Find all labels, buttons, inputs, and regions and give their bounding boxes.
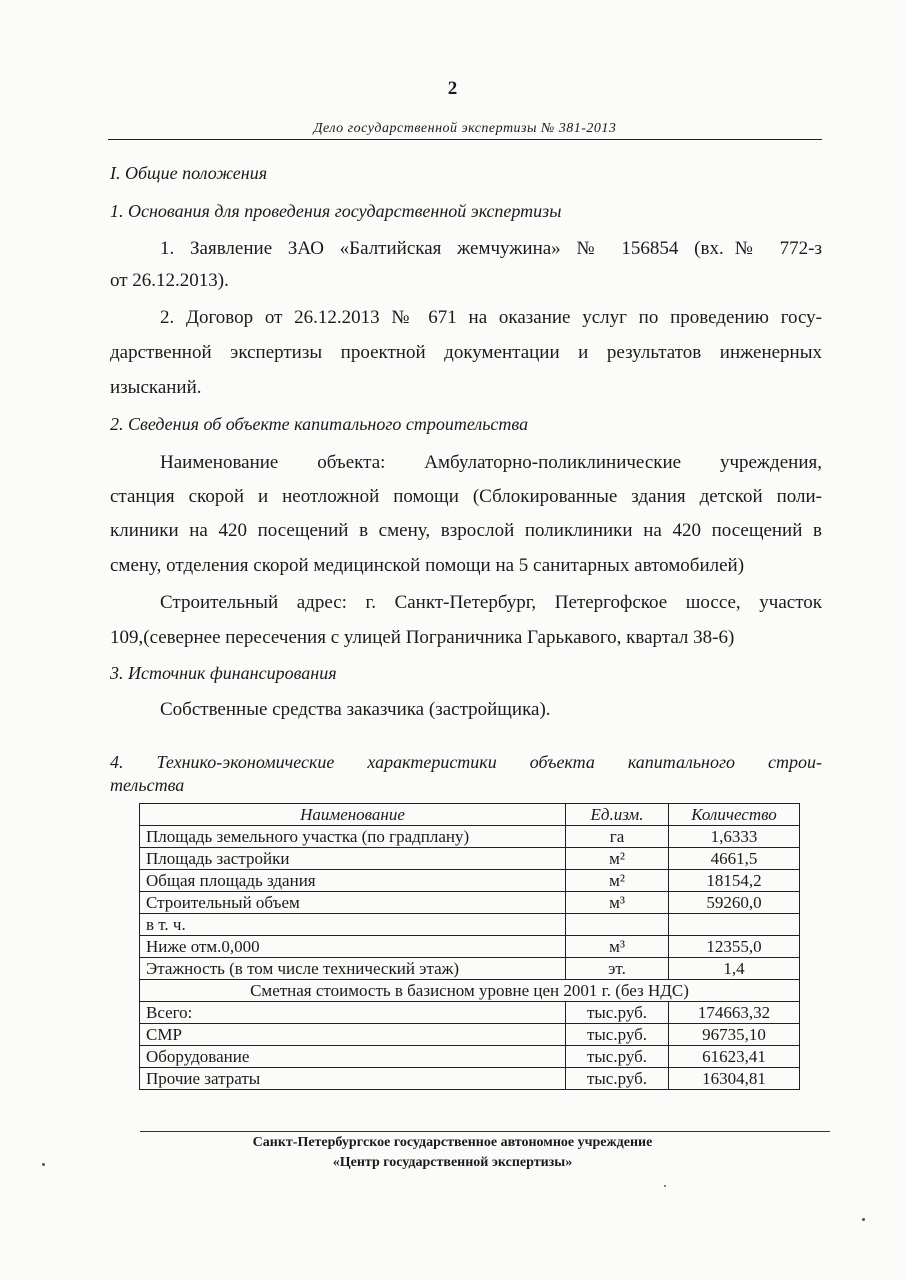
table-row — [140, 1046, 800, 1068]
table-row — [140, 848, 800, 870]
footer-org-line-2: «Центр государственной экспертизы» — [332, 1155, 573, 1170]
page-number: 2 — [447, 78, 458, 99]
cell-name: Площадь земельного участка (по градплану) — [140, 826, 566, 848]
paragraph-line: Собственные средства заказчика (застройщика). — [160, 699, 551, 720]
table-row — [140, 958, 800, 980]
cell-name: Площадь застройки — [140, 848, 566, 870]
scan-speck — [862, 1218, 865, 1221]
cell-value — [669, 914, 800, 936]
paragraph-line: изысканий. — [110, 377, 202, 398]
cell-name: Оборудование — [140, 1046, 566, 1068]
subsection-3-title: 3. Источник финансирования — [110, 663, 337, 683]
cell-unit: м² — [566, 870, 669, 892]
section-title: I. Общие положения — [110, 163, 268, 183]
table-row — [140, 870, 800, 892]
paragraph-line: станция скорой и неотложной помощи (Сблокированные здания детской поли- — [110, 486, 822, 507]
paragraph-line: Наименование объекта: Амбулаторно-поликлинические учреждения, — [160, 452, 822, 473]
cell-value: 16304,81 — [669, 1068, 800, 1090]
cell-unit: м³ — [566, 892, 669, 914]
cell-unit — [566, 914, 669, 936]
cell-value: 1,6333 — [669, 826, 800, 848]
paragraph-line: 2. Договор от 26.12.2013 № 671 на оказание услуг по проведению госу- — [160, 307, 822, 328]
paragraph-line: Строительный адрес: г. Санкт-Петербург, Петергофское шоссе, участок — [160, 592, 822, 613]
cost-header-row — [140, 980, 800, 1002]
tech-economic-table — [139, 803, 800, 1090]
cost-header: Сметная стоимость в базисном уровне цен 2001 г. (без НДС) — [140, 980, 800, 1002]
cell-name: Всего: — [140, 1002, 566, 1024]
cell-value: 1,4 — [669, 958, 800, 980]
subsection-4-title: 4. Технико-экономические характеристики объекта капитального строи- — [110, 752, 822, 772]
table-row — [140, 892, 800, 914]
table-header-row — [140, 804, 800, 826]
cell-name: Ниже отм.0,000 — [140, 936, 566, 958]
cell-unit: тыс.руб. — [566, 1046, 669, 1068]
col-header-quantity: Количество — [669, 804, 800, 826]
paragraph-line: клиники на 420 посещений в смену, взрослой поликлиники на 420 посещений в — [110, 520, 822, 541]
table-row — [140, 936, 800, 958]
table-row — [140, 1068, 800, 1090]
paragraph-line: дарственной экспертизы проектной документации и результатов инженерных — [110, 342, 822, 363]
col-header-unit: Ед.изм. — [566, 804, 669, 826]
cell-name: в т. ч. — [140, 914, 566, 936]
cell-value: 4661,5 — [669, 848, 800, 870]
subsection-4-title-cont: тельства — [110, 775, 185, 795]
paragraph-line: 1. Заявление ЗАО «Балтийская жемчужина» № 156854 (вх.№ 772-з — [160, 238, 822, 259]
cell-value: 61623,41 — [669, 1046, 800, 1068]
cell-name: СМР — [140, 1024, 566, 1046]
cell-value: 18154,2 — [669, 870, 800, 892]
cell-unit: тыс.руб. — [566, 1024, 669, 1046]
scan-speck — [664, 1185, 666, 1187]
cell-value: 174663,32 — [669, 1002, 800, 1024]
col-header-name: Наименование — [140, 804, 566, 826]
cell-name: Прочие затраты — [140, 1068, 566, 1090]
cell-value: 96735,10 — [669, 1024, 800, 1046]
paragraph-line: 109,(севернее пересечения с улицей Пограничника Гарькавого, квартал 38-6) — [110, 627, 735, 648]
subsection-2-title: 2. Сведения об объекте капитального строительства — [110, 414, 529, 434]
cell-value: 59260,0 — [669, 892, 800, 914]
cell-name: Строительный объем — [140, 892, 566, 914]
table-row — [140, 826, 800, 848]
paragraph-line: от 26.12.2013). — [110, 270, 229, 291]
cell-unit: м² — [566, 848, 669, 870]
subsection-1-title: 1. Основания для проведения государственной экспертизы — [110, 201, 562, 221]
cell-unit: эт. — [566, 958, 669, 980]
cell-unit: га — [566, 826, 669, 848]
paragraph-line: смену, отделения скорой медицинской помощи на 5 санитарных автомобилей) — [110, 555, 745, 576]
document-header: Дело государственной экспертизы № 381-2013 — [108, 121, 822, 140]
cell-name: Общая площадь здания — [140, 870, 566, 892]
cell-unit: м³ — [566, 936, 669, 958]
footer-org-line-1: Санкт-Петербургское государственное автономное учреждение — [252, 1135, 653, 1150]
cell-name: Этажность (в том числе технический этаж) — [140, 958, 566, 980]
cell-unit: тыс.руб. — [566, 1002, 669, 1024]
cell-unit: тыс.руб. — [566, 1068, 669, 1090]
footer-divider — [140, 1131, 830, 1132]
scan-speck — [42, 1163, 45, 1166]
table-row — [140, 1024, 800, 1046]
cell-value: 12355,0 — [669, 936, 800, 958]
table-row — [140, 1002, 800, 1024]
table-row — [140, 914, 800, 936]
